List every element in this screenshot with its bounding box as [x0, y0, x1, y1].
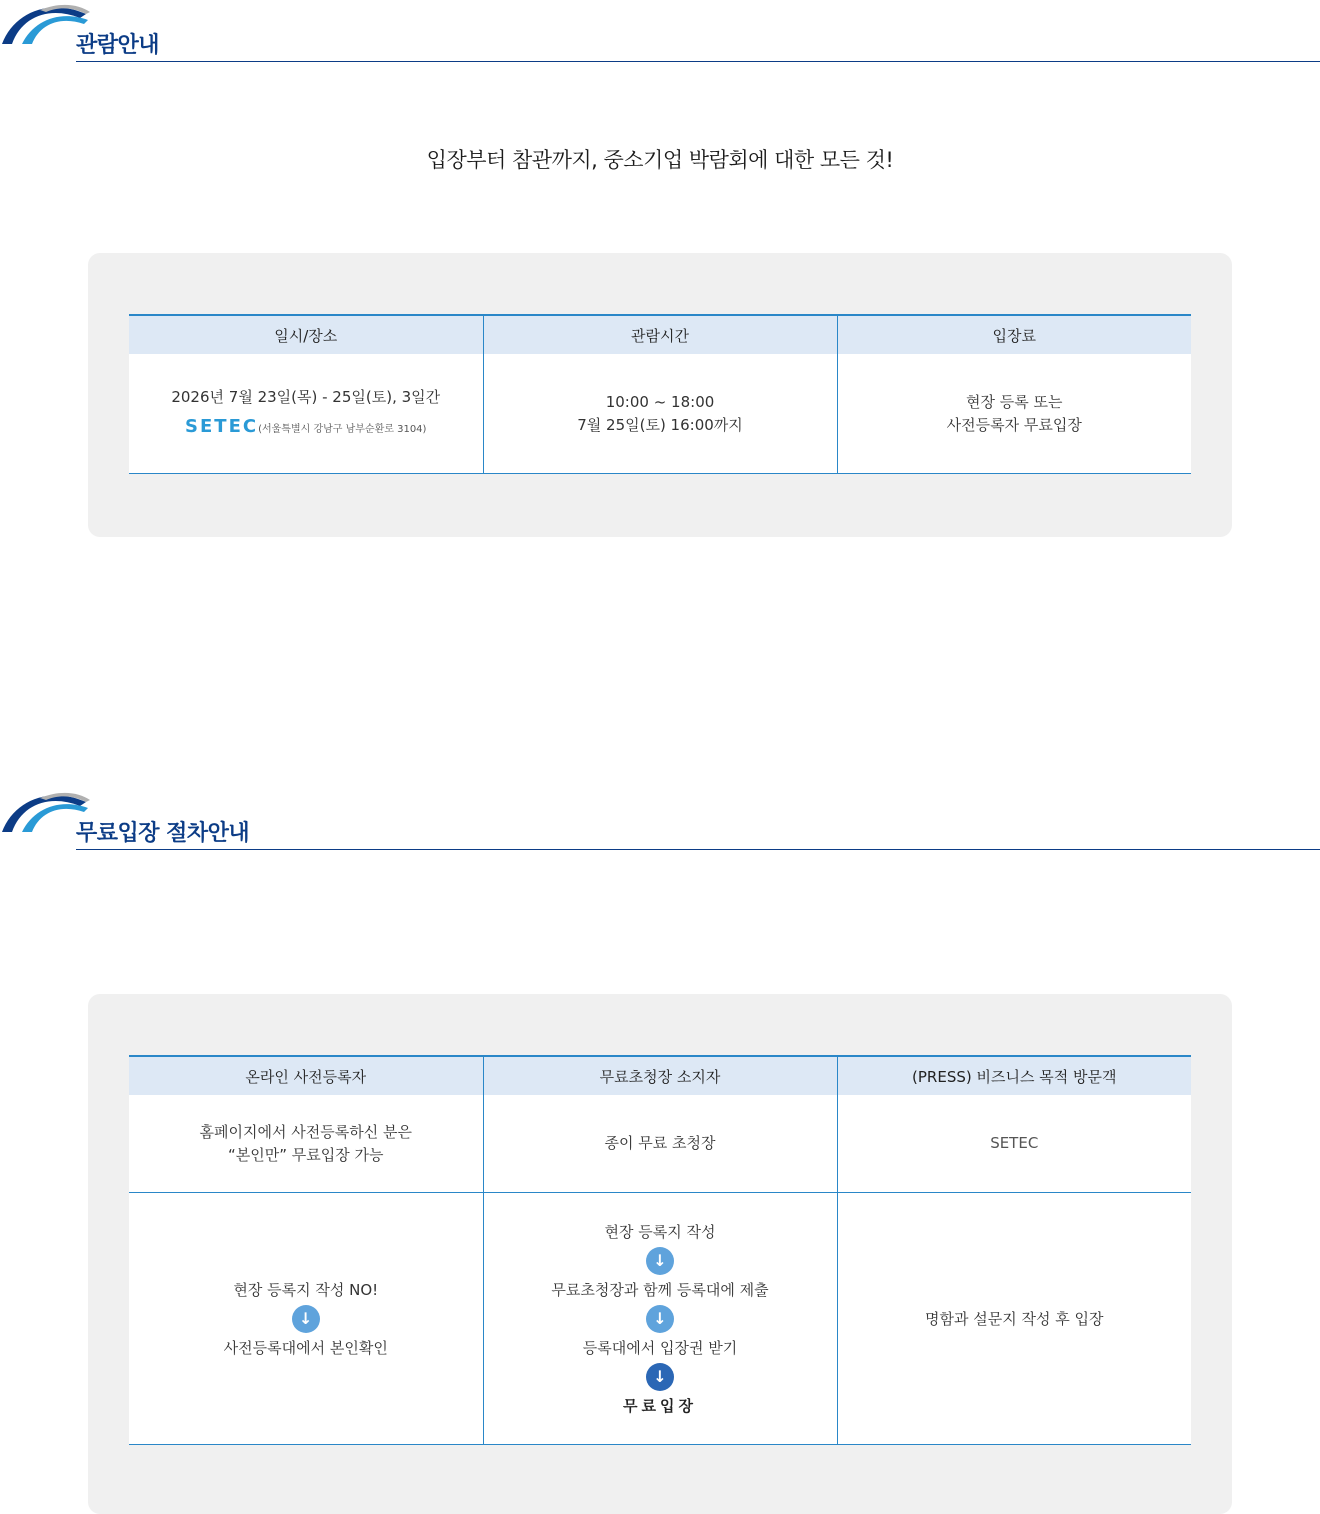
header-fee: 입장료	[837, 315, 1191, 354]
date-venue-cell	[129, 354, 483, 474]
fee-cell	[837, 354, 1191, 474]
section-header-viewing-guide	[0, 0, 1320, 64]
section-divider	[76, 849, 1320, 850]
header-hours: 관람시간	[483, 315, 837, 354]
step-text: 무료초청장과 함께 등록대에 제출	[551, 1280, 769, 1299]
step-text: 명함과 설문지 작성 후 입장	[925, 1309, 1104, 1328]
invitation-type: 종이 무료 초청장	[604, 1134, 716, 1152]
fee-line-2: 사전등록자 무료입장	[946, 415, 1082, 434]
hours-last-day: 7월 25일(토) 16:00까지	[577, 415, 743, 434]
press-steps-cell	[837, 1193, 1191, 1445]
fee-line-1: 현장 등록 또는	[966, 392, 1063, 411]
online-steps-cell	[129, 1193, 483, 1445]
header-online-preregistered: 온라인 사전등록자	[129, 1056, 483, 1095]
eligibility-line-1: 홈페이지에서 사전등록하신 분은	[199, 1122, 412, 1141]
section-divider	[76, 61, 1320, 62]
header-press-business: (PRESS) 비즈니스 목적 방문객	[837, 1056, 1191, 1095]
viewing-info-table	[129, 314, 1191, 474]
press-venue-cell	[837, 1095, 1191, 1193]
header-invitation-holder: 무료초청장 소지자	[483, 1056, 837, 1095]
table-row	[129, 354, 1191, 474]
online-eligibility-cell	[129, 1095, 483, 1193]
table-row	[129, 1095, 1191, 1193]
eligibility-line-2: “본인만” 무료입장 가능	[228, 1145, 384, 1164]
venue-address: (서울특별시 강남구 남부순환로 3104)	[258, 424, 427, 435]
event-date: 2026년 7월 23일(목) - 25일(토), 3일간	[171, 388, 441, 406]
step-text: 현장 등록지 작성	[604, 1222, 716, 1241]
free-entry-table	[129, 1055, 1191, 1445]
viewing-info-panel	[88, 253, 1232, 537]
header-date-venue: 일시/장소	[129, 315, 483, 354]
arrow-down-circle-icon: ↓	[646, 1247, 674, 1275]
venue-name: SETEC	[185, 416, 259, 437]
arrow-down-circle-icon: ↓	[646, 1363, 674, 1391]
page-tagline: 입장부터 참관까지, 중소기업 박람회에 대한 모든 것!	[426, 148, 894, 172]
invitation-type-cell	[483, 1095, 837, 1193]
step-text: 현장 등록지 작성 NO!	[233, 1280, 379, 1299]
step-text: 등록대에서 입장권 받기	[582, 1338, 738, 1357]
table-row	[129, 1193, 1191, 1445]
hours-cell	[483, 354, 837, 474]
table-header-row	[129, 315, 1191, 354]
press-venue: SETEC	[990, 1134, 1039, 1152]
table-header-row	[129, 1056, 1191, 1095]
hours-regular: 10:00 ~ 18:00	[605, 392, 715, 411]
arrow-down-circle-icon: ↓	[292, 1305, 320, 1333]
arrow-down-circle-icon: ↓	[646, 1305, 674, 1333]
section-title: 무료입장 절차안내	[76, 821, 250, 846]
free-entry-panel	[88, 994, 1232, 1514]
section-header-free-entry	[0, 788, 1320, 852]
section-title: 관람안내	[76, 33, 160, 58]
venue	[129, 415, 483, 441]
final-step: 무료입장	[623, 1396, 697, 1415]
step-text: 사전등록대에서 본인확인	[223, 1338, 388, 1357]
invitation-steps-cell	[483, 1193, 837, 1445]
